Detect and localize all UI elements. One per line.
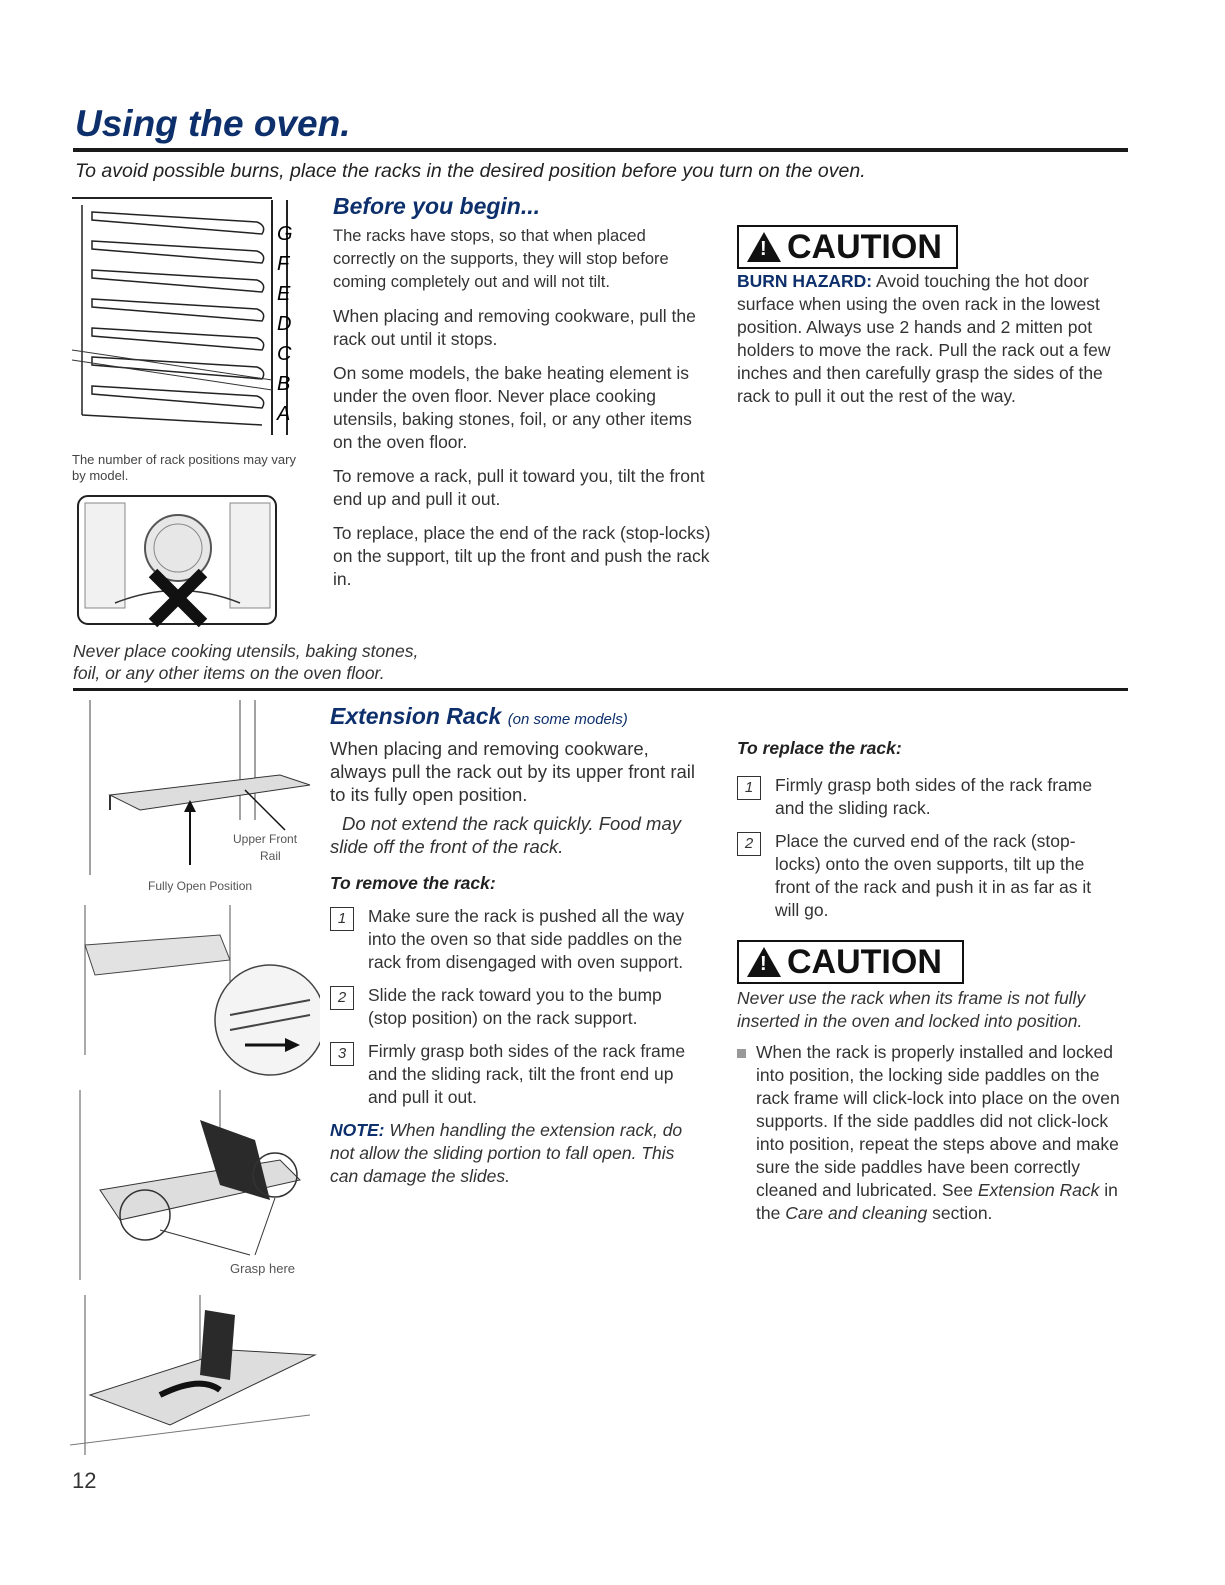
rack-label-d: D: [277, 313, 292, 335]
step-number: 2: [330, 986, 354, 1010]
replace-rack-heading: To replace the rack:: [737, 738, 902, 758]
step-text: Firmly grasp both sides of the rack frame and the sliding rack, tilt the front end up and pull it out.: [368, 1041, 686, 1107]
extension-rack-stop-illustration: [70, 905, 320, 1080]
extension-rack-heading: [330, 703, 628, 730]
caution-label: CAUTION: [787, 227, 942, 266]
upper-front-label: Upper Front: [233, 832, 298, 846]
extension-rack-body: [330, 737, 705, 1199]
step-number: 1: [737, 776, 761, 800]
extension-rack-reference: Extension Rack: [977, 1180, 1100, 1200]
bullet-icon: [737, 1049, 746, 1058]
extension-rack-remove-illustration: [70, 1295, 320, 1460]
bullet-item: [737, 1041, 1122, 1225]
caution-banner: [737, 225, 958, 269]
paragraph: The racks have stops, so that when placed correctly on the supports, they will stop before coming completely out and will not tilt.: [333, 227, 669, 291]
rack-label-e: E: [277, 283, 291, 305]
before-you-begin-heading: Before you begin...: [333, 193, 541, 219]
heating-element-icon: [145, 515, 211, 581]
extension-warning: Do not extend the rack quickly. Food may slide off the front of the rack.: [330, 813, 681, 857]
step-text: Firmly grasp both sides of the rack frame and the sliding rack.: [775, 775, 1093, 818]
remove-step: [330, 905, 705, 974]
warning-triangle-icon: !: [747, 232, 781, 262]
page-title: Using the oven.: [75, 103, 351, 144]
bullet-text-part: in the: [756, 1180, 1118, 1223]
caution-label: CAUTION: [787, 942, 942, 981]
page-number: 12: [72, 1468, 97, 1493]
bullet-text-part: section.: [927, 1203, 993, 1223]
paragraph: On some models, the bake heating element is under the oven floor. Never place cooking utensils, baking stones, foil, or any other items on the oven floor.: [333, 363, 692, 452]
extension-rack-title: Extension Rack: [330, 703, 502, 729]
step-number: 1: [330, 907, 354, 931]
remove-step: [330, 1040, 705, 1109]
fully-open-label: Fully Open Position: [148, 879, 253, 893]
note-label: NOTE:: [330, 1120, 385, 1140]
replace-step: [737, 774, 1117, 820]
step-number: 2: [737, 832, 761, 856]
caution-extension-text: Never use the rack when its frame is not fully inserted in the oven and locked into position.: [737, 988, 1086, 1031]
step-number: 3: [330, 1042, 354, 1066]
before-you-begin-text: [333, 225, 711, 602]
grasp-here-label: Grasp here: [230, 1261, 296, 1276]
rack-positions-illustration: [72, 190, 297, 440]
paragraph: When placing and removing cookware, pull the rack out until it stops.: [333, 306, 696, 349]
step-text: Make sure the rack is pushed all the way into the oven so that side paddles on the rack from disengaged with oven support.: [368, 906, 685, 972]
paragraph: To remove a rack, pull it toward you, tilt the front end up and pull it out.: [333, 466, 705, 509]
care-cleaning-reference: Care and cleaning: [785, 1203, 928, 1223]
extension-rack-grasp-illustration: [70, 1090, 320, 1285]
paragraph: To replace, place the end of the rack (stop-locks) on the support, tilt up the front and push the rack in.: [333, 523, 711, 589]
remove-step: [330, 984, 705, 1030]
note-text: When handling the extension rack, do not allow the sliding portion to fall open. This can damage the slides.: [330, 1120, 683, 1186]
replace-rack-section: [737, 737, 1117, 932]
rack-label-f: F: [277, 253, 290, 275]
rack-label-g: G: [277, 223, 293, 245]
title-rule: [73, 148, 1128, 152]
bullet-text-part: When the rack is properly installed and locked into position, the locking side paddles on the rack frame will click-lock into place on the oven supports. If the side paddles did not click-lock into position, repeat the steps above and make sure the side paddles have been correctly cleaned and lubricated. See: [756, 1042, 1120, 1200]
rack-label-b: B: [277, 373, 291, 395]
extension-rack-open-illustration: [70, 700, 320, 895]
rack-label-c: C: [277, 343, 292, 365]
rack-label-a: A: [277, 403, 291, 425]
oven-floor-caption: Never place cooking utensils, baking stones, foil, or any other items on the oven floor.: [73, 641, 419, 683]
remove-rack-heading: To remove the rack:: [330, 873, 496, 893]
warning-triangle-icon: !: [747, 947, 781, 977]
page-subtitle: To avoid possible burns, place the racks in the desired position before you turn on the oven.: [75, 160, 866, 182]
extension-rack-note: (on some models): [507, 711, 628, 728]
rack-figure-caption: The number of rack positions may vary by model.: [72, 452, 296, 483]
section-rule: [73, 688, 1128, 691]
rail-label: Rail: [260, 849, 281, 863]
burn-hazard-text: Avoid touching the hot door surface when using the oven rack in the lowest position. Always use 2 hands and 2 mitten pot holders to move the rack. Pull the rack out a few inches and then carefully grasp the sides of the rack to pull it out the rest of the way.: [737, 271, 1111, 406]
extension-note: [330, 1119, 705, 1188]
extension-intro: When placing and removing cookware, always pull the rack out by its upper front rail to its fully open position.: [330, 738, 696, 805]
step-text: Slide the rack toward you to the bump (stop position) on the rack support.: [368, 985, 662, 1028]
oven-floor-illustration: [75, 493, 280, 628]
bullet-text: [756, 1041, 1122, 1225]
step-text: Place the curved end of the rack (stop-locks) onto the oven supports, tilt up the front of the rack and push it in as far as it will go.: [775, 831, 1092, 920]
replace-step: [737, 830, 1117, 922]
caution-burn-text: [737, 270, 1122, 408]
caution-banner: [737, 940, 964, 984]
caution-extension-section: [737, 987, 1122, 1225]
burn-hazard-label: BURN HAZARD:: [737, 271, 873, 291]
